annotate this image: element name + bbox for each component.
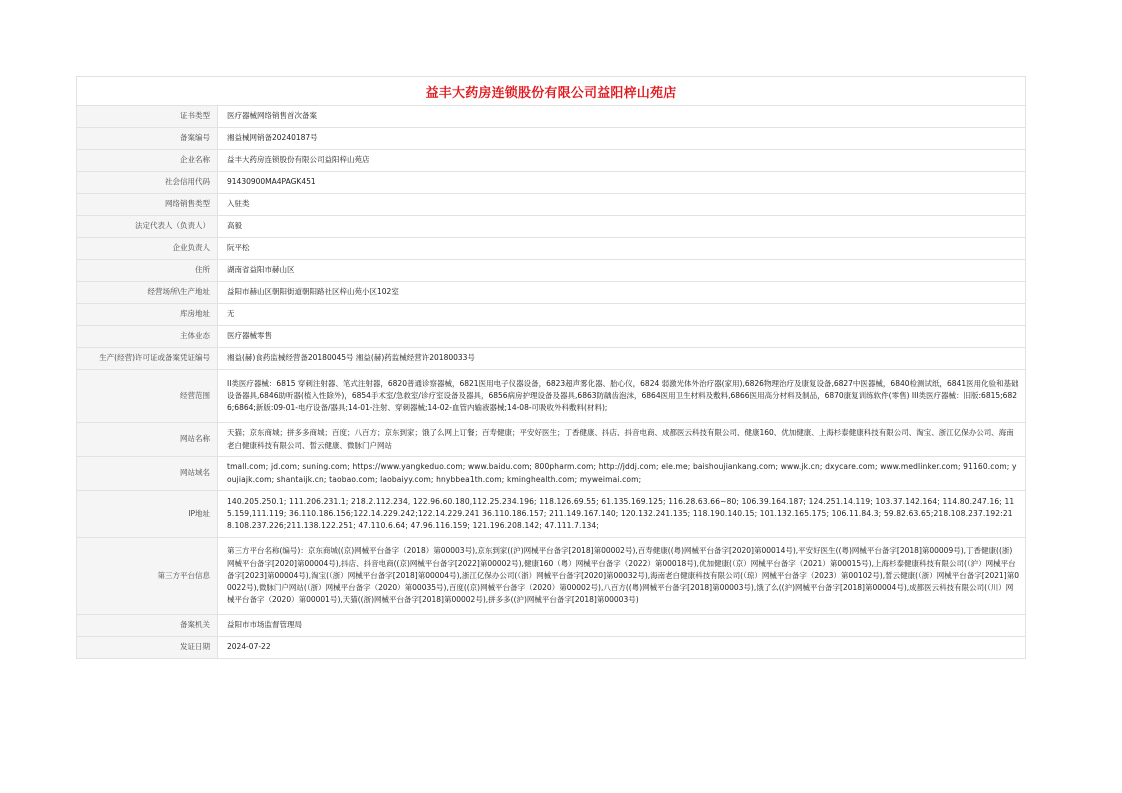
row-value: 医疗器械零售 (218, 326, 1026, 348)
row-value: 天猫；京东商城；拼多多商城；百度；八百方；京东到家；饿了么网上订餐；百寿健康；平安好医生；丁香健康、抖店、抖音电商、成都医云科技有限公司、健康160、优加健康、上海杉泰健康科技有限公司、淘宝、浙江亿保办公司、海南老白健康科技有限公司、皙云健康、微脉门户网站 (218, 423, 1026, 457)
table-row (77, 238, 1026, 260)
row-value: 2024-07-22 (218, 637, 1026, 659)
table-row (77, 172, 1026, 194)
row-label: 法定代表人（负责人） (77, 216, 218, 238)
row-value: 入驻类 (218, 194, 1026, 216)
table-row (77, 637, 1026, 659)
row-label: 社会信用代码 (77, 172, 218, 194)
row-label: 库房地址 (77, 304, 218, 326)
row-value: tmall.com; jd.com; suning.com; https://www.yangkeduo.com; www.baidu.com; 800pharm.com; http://jddj.com; ele.me; baishoujiankang.com; www.jk.cn; dxycare.com; www.medlinker.com; 91160.com; youjiajk.com; shantaijk.cn; taobao.com; laobaiyy.com; hnybbea1th.com; kminghealth.com; myweimai.com; (218, 457, 1026, 491)
row-value: 140.205.250.1; 111.206.231.1; 218.2.112.234, 122.96.60.180,112.25.234.196; 118.126.69.55; 61.135.169.125; 116.28.63.66~80; 106.39.164.187; 124.251.14.119; 103.37.142.164; 114.80.247.16; 115.159,111.119; 36.110.186.156;122.14.229.242;122.14.229.241 36.110.186.157; 211.149.167.140; 120.132.241.135; 118.190.140.15; 101.132.165.175; 106.11.84.3; 59.82.63.65;218.108.237.192:218.108.237.226;211.138.122.251; 47.110.6.64; 47.96.116.159; 121.196.208.142; 47.111.7.134; (218, 491, 1026, 538)
table-row (77, 615, 1026, 637)
row-value: 医疗器械网络销售首次备案 (218, 106, 1026, 128)
row-value: 湖南省益阳市赫山区 (218, 260, 1026, 282)
row-value: 益阳市赫山区朝阳街道朝阳路社区梓山苑小区102室 (218, 282, 1026, 304)
row-label: 备案编号 (77, 128, 218, 150)
row-label: 备案机关 (77, 615, 218, 637)
row-value: 第三方平台名称(编号)：京东商城((京)网械平台备字（2018）第00003号),京东到家((沪)网械平台备字[2018]第00002号),百寿健康((粤)网械平台备字[2020]第00014号),平安好医生((粤)网械平台备字[2018]第00009号),丁香健康((浙)网械平台备字[2020]第00004号),抖店、抖音电商((京)网械平台备字[2022]第00002号),健康160（粤）网械平台备字（2022）第00018号),优加健康(（京）网械平台备字（2021）第00015号),上海杉泰健康科技有限公司(（沪）网械平台备字[2023]第00004号),淘宝(（浙）网械平台备字[2018]第00004号),浙江亿保办公司(（浙）网械平台备字[2020]第00032号),海南老白健康科技有限公司(（琼）网械平台备字（2023）第00102号),皙云健康(（浙）网械平台备字[2021]第00022号),微脉门户网站(（浙）网械平台备字（2020）第00035号),百度((京)网械平台备字（2020）第00002号),八百方((粤)网械平台备字[2018]第00003号),饿了么((沪)网械平台备字[2018]第00004号),成都医云科技有限公司(（川）网械平台备字（2020）第00001号),天猫((浙)网械平台备字[2018]第00002号),拼多多((沪)网械平台备字[2018]第00003号) (218, 538, 1026, 615)
table-row (77, 282, 1026, 304)
row-label: 发证日期 (77, 637, 218, 659)
row-label: IP地址 (77, 491, 218, 538)
row-value: 湘益(赫)食药监械经营备20180045号 湘益(赫)药监械经营许20180033号 (218, 348, 1026, 370)
table-row (77, 326, 1026, 348)
row-label: 生产(经营)许可证或备案凭证编号 (77, 348, 218, 370)
certificate-sheet (76, 76, 1026, 659)
row-value: 无 (218, 304, 1026, 326)
table-row (77, 370, 1026, 423)
table-row (77, 348, 1026, 370)
table-row (77, 457, 1026, 491)
row-value: 益丰大药房连锁股份有限公司益阳梓山苑店 (218, 150, 1026, 172)
table-row (77, 216, 1026, 238)
row-label: 证书类型 (77, 106, 218, 128)
row-label: 网络销售类型 (77, 194, 218, 216)
row-value: 湘益械网销备20240187号 (218, 128, 1026, 150)
table-row (77, 150, 1026, 172)
table-row (77, 423, 1026, 457)
row-value: 高毅 (218, 216, 1026, 238)
table-row (77, 106, 1026, 128)
table-row (77, 538, 1026, 615)
table-row (77, 194, 1026, 216)
row-label: 企业负责人 (77, 238, 218, 260)
table-row (77, 260, 1026, 282)
row-label: 网站名称 (77, 423, 218, 457)
row-value: 91430900MA4PAGK451 (218, 172, 1026, 194)
row-value: II类医疗器械：6815 穿刺注射器、笔式注射器，6820普通诊察器械，6821医用电子仪器设备，6823超声雾化器、胎心仪，6824 弱激光体外治疗器(家用),6826物理治疗及康复设备,6827中医器械，6840检测试纸，6841医用化验和基础设备器具,6846助听器(植入性除外)，6854手术室/急救室/诊疗室设备及器具，6856病房护理设备及器具,6863防龋齿泡沫，6864医用卫生材料及敷料,6866医用高分材料及制品，6870康复训练软件(零售) III类医疗器械：旧版:6815;6826;6864;新版:09-01-电疗设备/器具;14-01-注射、穿刺器械;14-02-血管内输液器械;14-08-可吸收外科敷料(材料); (218, 370, 1026, 423)
table-row (77, 128, 1026, 150)
row-label: 网站域名 (77, 457, 218, 491)
row-label: 住所 (77, 260, 218, 282)
page-title: 益丰大药房连锁股份有限公司益阳梓山苑店 (425, 85, 677, 101)
table-row (77, 304, 1026, 326)
info-table (76, 105, 1026, 659)
row-label: 第三方平台信息 (77, 538, 218, 615)
table-row (77, 491, 1026, 538)
row-label: 企业名称 (77, 150, 218, 172)
row-value: 阮平松 (218, 238, 1026, 260)
row-label: 主体业态 (77, 326, 218, 348)
row-label: 经营场所\生产地址 (77, 282, 218, 304)
row-label: 经营范围 (77, 370, 218, 423)
row-value: 益阳市市场监督管理局 (218, 615, 1026, 637)
title-row (76, 76, 1026, 105)
